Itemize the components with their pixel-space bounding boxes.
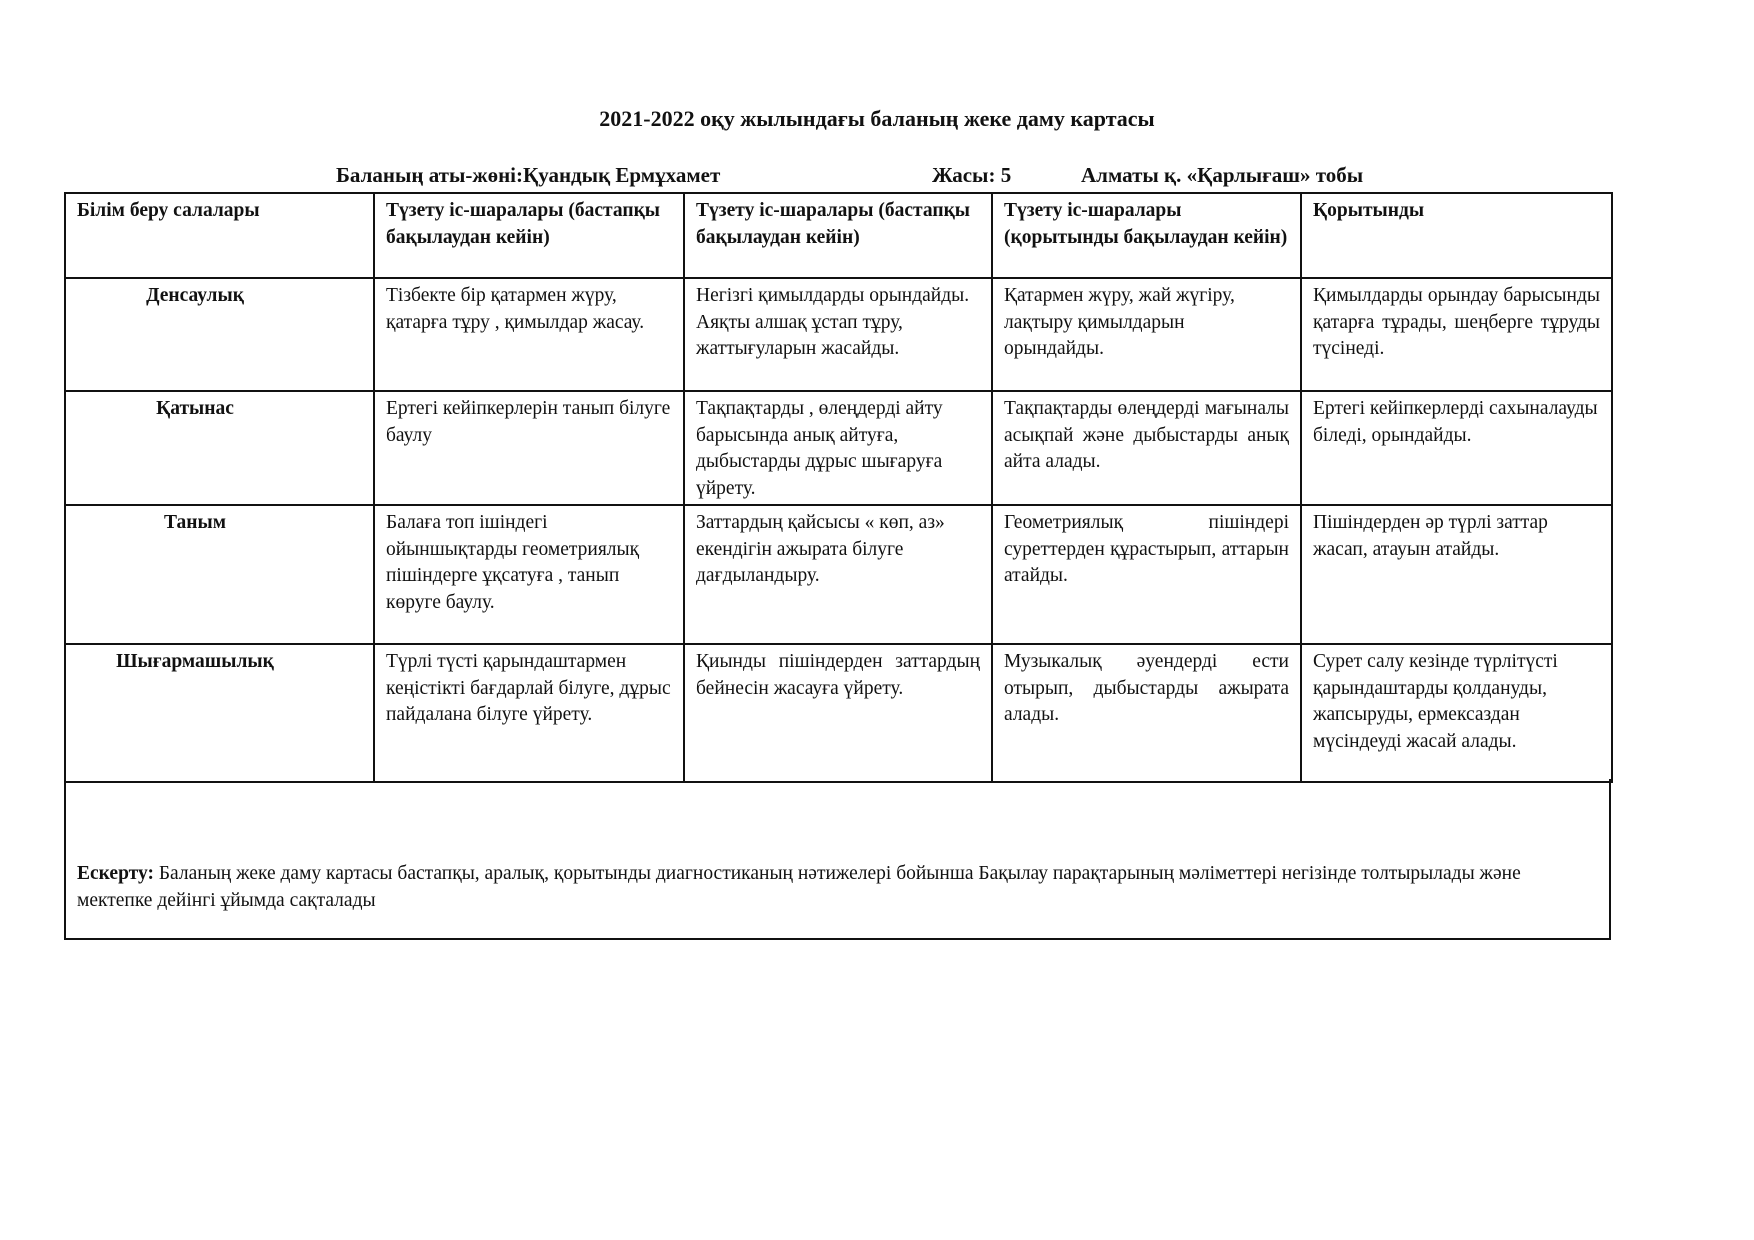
table-cell: Балаға топ ішіндегі ойыншықтарды геометриялық пішіндерге ұқсатуға , танып көруге баулу.: [374, 505, 684, 644]
table-cell: Түрлі түсті қарындаштармен кеңістікті бағдарлай білуге, дұрыс пайдалана білуге үйрету.: [374, 644, 684, 782]
area-name: Шығармашылық: [65, 644, 374, 782]
note-text: Баланың жеке даму картасы бастапқы, аралық, қорытынды диагностиканың нәтижелері бойынша Бақылау парақтарының мәліметтері негізінде толтырылады және мектепке дейінгі ұйымда сақталады: [77, 863, 1521, 911]
table-cell: Қимылдарды орындау барысынды қатарға тұрады, шеңберге тұруды түсінеді.: [1301, 278, 1612, 391]
table-cell: Заттардың қайсысы « көп, аз» екендігін ажырата білуге дағдыландыру.: [684, 505, 992, 644]
table-cell: Музыкалық әуендерді ести отырып, дыбыстарды ажырата алады.: [992, 644, 1301, 782]
table-cell: Тізбекте бір қатармен жүру, қатарға тұру , қимылдар жасау.: [374, 278, 684, 391]
header-correction-final: Түзету іс-шаралары (қорытынды бақылаудан кейін): [992, 193, 1301, 278]
header-correction-initial-2: Түзету іс-шаралары (бастапқы бақылаудан кейін): [684, 193, 992, 278]
table-cell: Негізгі қимылдарды орындайды. Аяқты алшақ ұстап тұру, жаттығуларын жасайды.: [684, 278, 992, 391]
table-row: [65, 644, 1612, 782]
area-name: Қатынас: [65, 391, 374, 505]
table-row: [65, 391, 1612, 505]
area-name: Таным: [65, 505, 374, 644]
note-label: Ескерту:: [77, 863, 154, 884]
table-row: [65, 278, 1612, 391]
table-cell: Сурет салу кезінде түрлітүсті қарындаштарды қолдануды, жапсыруды, ермексаздан мүсіндеуді жасай алады.: [1301, 644, 1612, 782]
development-card-table: [64, 192, 1613, 783]
table-cell: Қатармен жүру, жай жүгіру, лақтыру қимылдарын орындайды.: [992, 278, 1301, 391]
note-box: [64, 779, 1611, 940]
table-cell: Ертегі кейіпкерлерін танып білуге баулу: [374, 391, 684, 505]
document-title: 2021-2022 оқу жылындағы баланың жеке даму картасы: [599, 106, 1155, 131]
child-name: Баланың аты-жөні:Қуандық Ермұхамет: [336, 163, 721, 187]
table-cell: Геометриялық пішіндері суреттерден құрастырып, аттарын атайды.: [992, 505, 1301, 644]
header-conclusion: Қорытынды: [1301, 193, 1612, 278]
area-name: Денсаулық: [65, 278, 374, 391]
header-correction-initial-1: Түзету іс-шаралары (бастапқы бақылаудан кейін): [374, 193, 684, 278]
group-name: Алматы қ. «Қарлығаш» тобы: [1081, 163, 1364, 187]
table-header-row: [65, 193, 1612, 278]
table-cell: Ертегі кейіпкерлерді сахыналауды біледі, орындайды.: [1301, 391, 1612, 505]
table-cell: Қиынды пішіндерден заттардың бейнесін жасауға үйрету.: [684, 644, 992, 782]
table-cell: Тақпақтарды , өлеңдерді айту барысында анық айтуға, дыбыстарды дұрыс шығаруға үйрету.: [684, 391, 992, 505]
table-row: [65, 505, 1612, 644]
table-cell: Пішіндерден әр түрлі заттар жасап, атауын атайды.: [1301, 505, 1612, 644]
table-cell: Тақпақтарды өлеңдерді мағыналы асықпай және дыбыстарды анық айта алады.: [992, 391, 1301, 505]
header-education-areas: Білім беру салалары: [65, 193, 374, 278]
child-age: Жасы: 5: [932, 163, 1012, 187]
